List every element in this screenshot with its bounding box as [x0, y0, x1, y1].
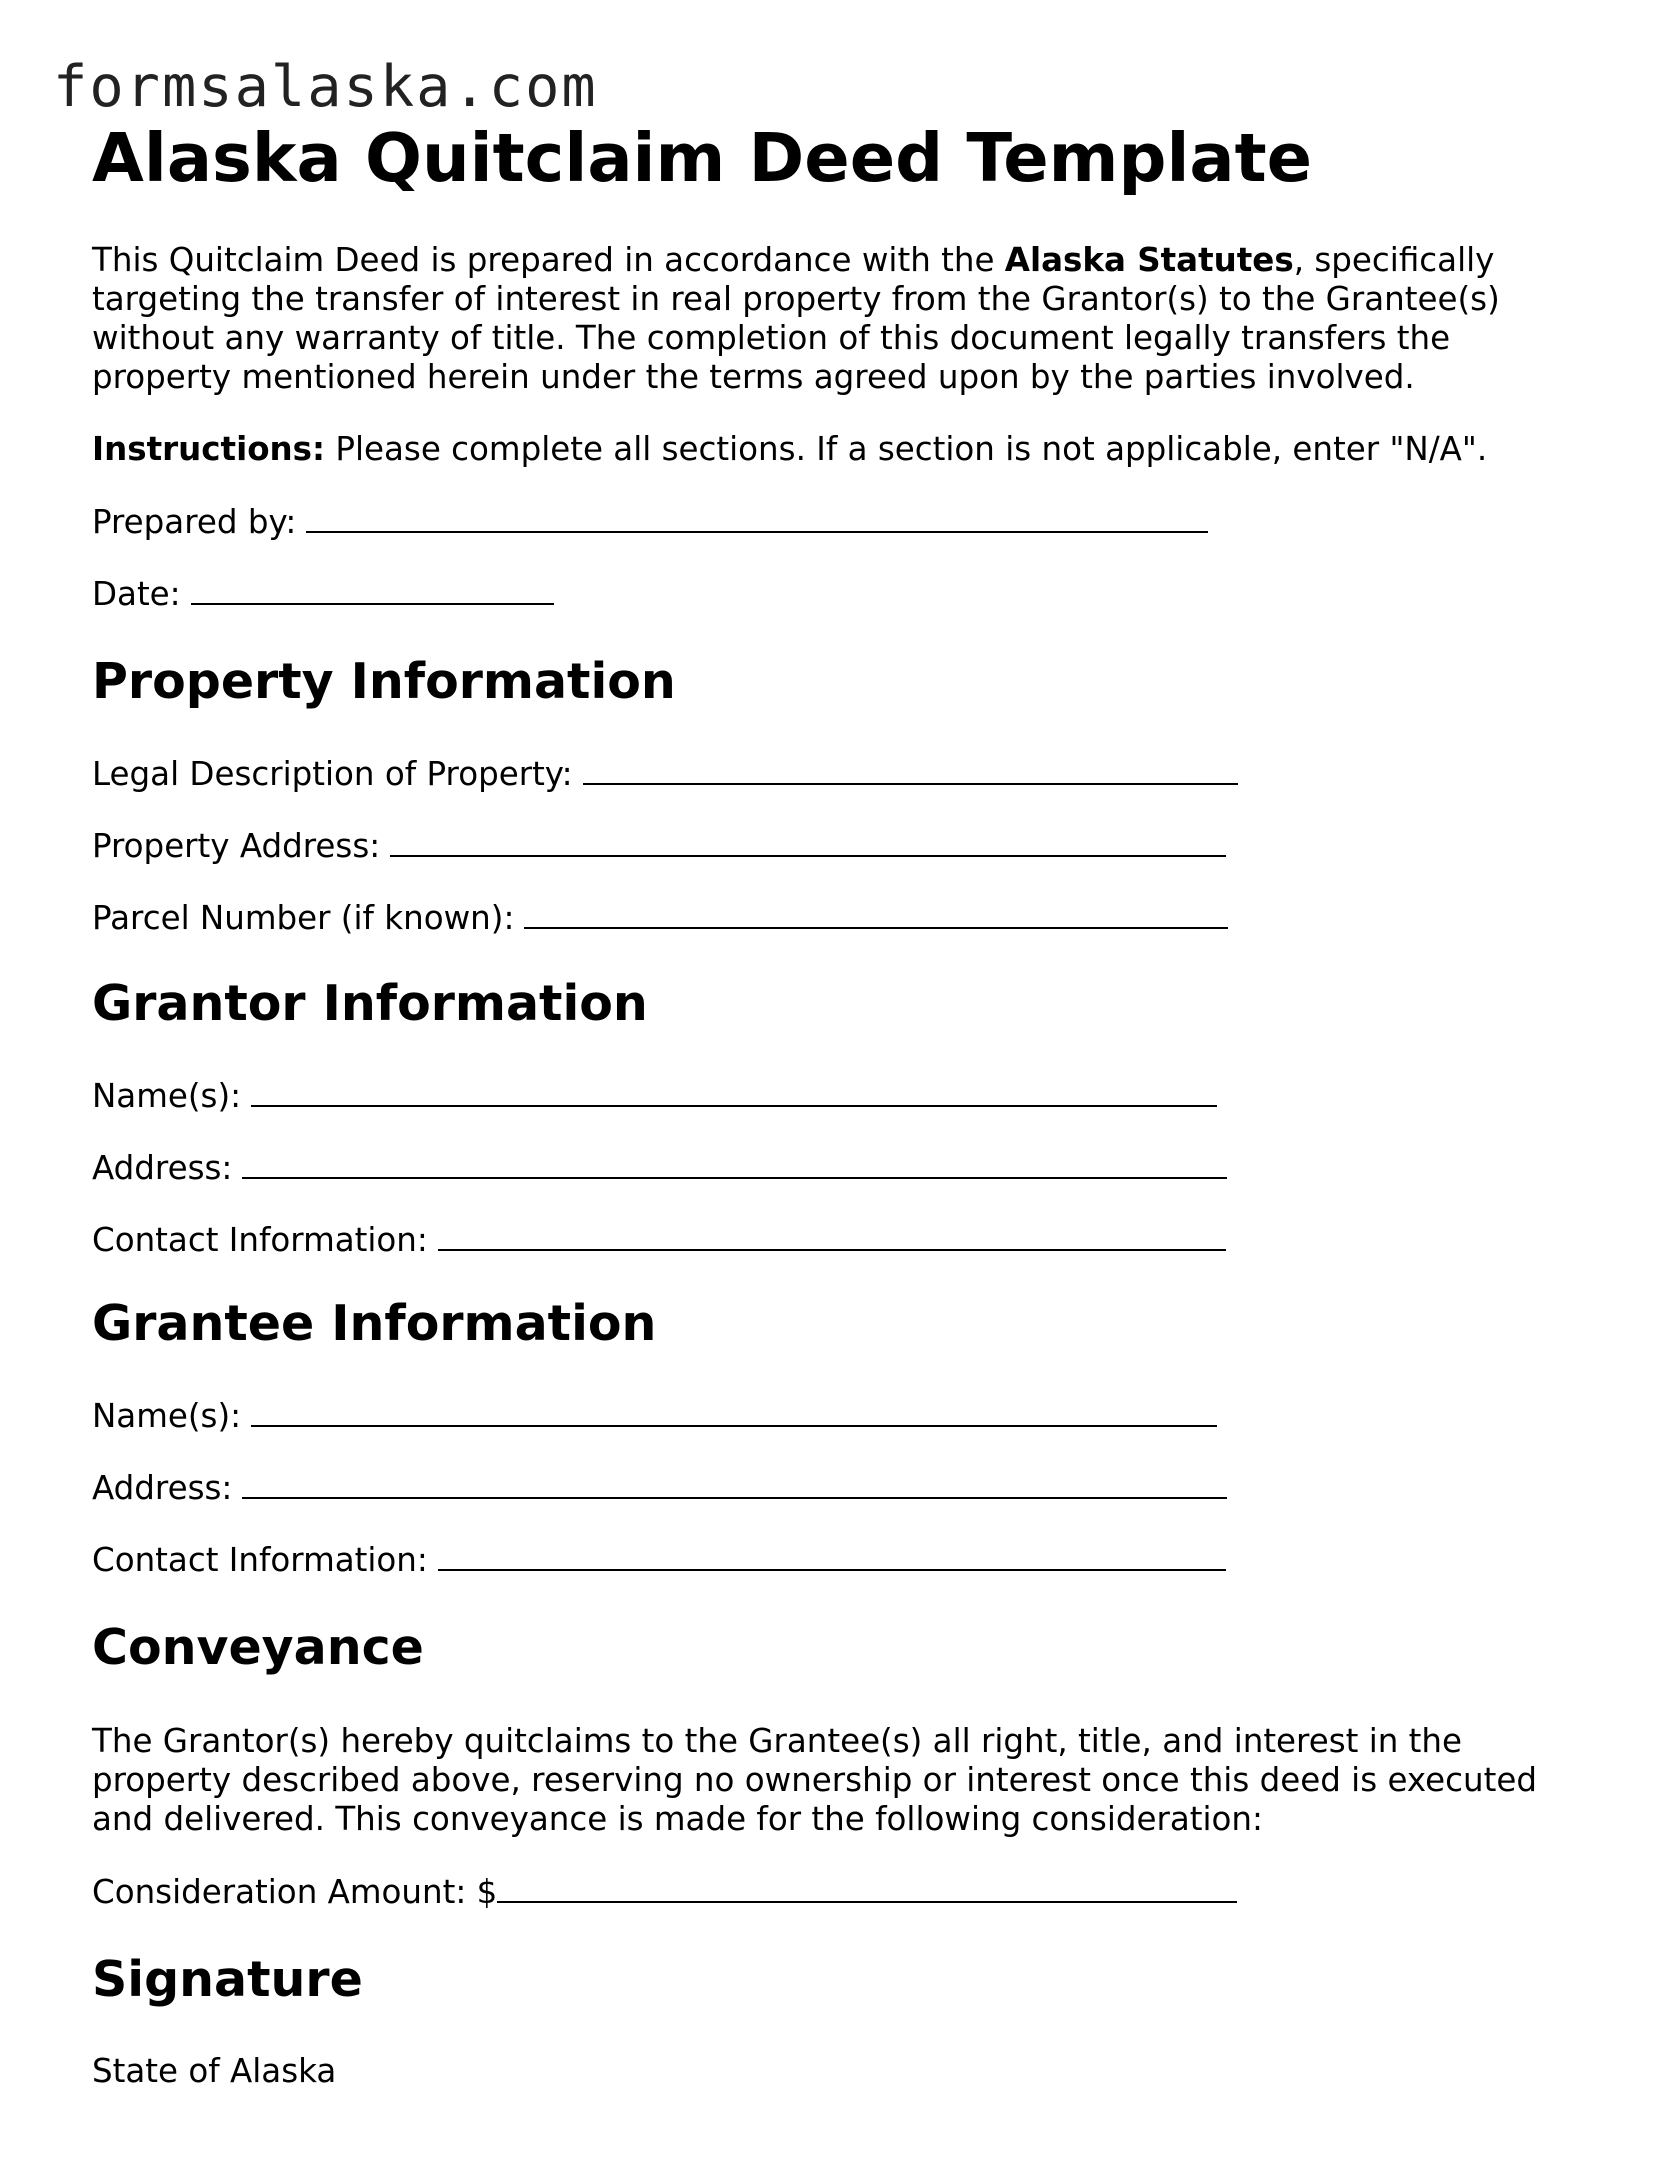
parcel-number-label: Parcel Number (if known):: [92, 899, 515, 937]
property-address-label: Property Address:: [92, 827, 381, 865]
grantor-address-field: [92, 1147, 1227, 1188]
grantor-names-field: [92, 1075, 1217, 1116]
grantee-address-input[interactable]: [242, 1467, 1227, 1499]
conveyance-line-1: The Grantor(s) hereby quitclaims to the Grantee(s) all right, title, and interest in the: [92, 1722, 1462, 1760]
prepared-by-input[interactable]: [306, 501, 1208, 533]
statute-reference: Alaska Statutes: [1004, 241, 1294, 279]
property-address-field: [92, 825, 1226, 866]
conveyance-heading: Conveyance: [92, 1619, 424, 1676]
consideration-amount-input[interactable]: [497, 1871, 1237, 1903]
grantee-heading: Grantee Information: [92, 1295, 657, 1352]
conveyance-line-2: property described above, reserving no ownership or interest once this deed is executed: [92, 1761, 1537, 1799]
grantee-names-field: [92, 1395, 1217, 1436]
legal-description-field: [92, 753, 1238, 794]
intro-line-3: without any warranty of title. The completion of this document legally transfers the: [92, 319, 1451, 357]
signature-heading: Signature: [92, 1951, 363, 2008]
grantor-contact-field: [92, 1219, 1226, 1260]
grantor-address-label: Address:: [92, 1149, 233, 1187]
date-label: Date:: [92, 575, 181, 613]
intro-line-2: targeting the transfer of interest in real property from the Grantor(s) to the Grantee(s): [92, 280, 1500, 318]
instructions-text: Please complete all sections. If a section is not applicable, enter "N/A".: [325, 430, 1488, 468]
grantee-contact-field: [92, 1539, 1226, 1580]
parcel-number-field: [92, 897, 1228, 938]
grantor-contact-label: Contact Information:: [92, 1221, 428, 1259]
grantor-names-label: Name(s):: [92, 1077, 242, 1115]
grantor-contact-input[interactable]: [438, 1219, 1226, 1251]
date-input[interactable]: [191, 573, 554, 605]
instructions: [92, 430, 1487, 469]
date-field: [92, 573, 554, 614]
intro-line-1: This Quitclaim Deed is prepared in accordance with the Alaska Statutes, specifically: [92, 241, 1495, 279]
page-title: Alaska Quitclaim Deed Template: [92, 119, 1313, 197]
consideration-amount-label: Consideration Amount: $: [92, 1873, 498, 1911]
grantee-names-label: Name(s):: [92, 1397, 242, 1435]
property-heading: Property Information: [92, 653, 676, 710]
prepared-by-label: Prepared by:: [92, 503, 297, 541]
grantee-names-input[interactable]: [251, 1395, 1217, 1427]
grantee-address-label: Address:: [92, 1469, 233, 1507]
property-address-input[interactable]: [390, 825, 1226, 857]
prepared-by-field: [92, 501, 1208, 542]
grantee-contact-label: Contact Information:: [92, 1541, 428, 1579]
grantee-address-field: [92, 1467, 1227, 1508]
grantee-contact-input[interactable]: [438, 1539, 1226, 1571]
parcel-number-input[interactable]: [524, 897, 1228, 929]
grantor-names-input[interactable]: [251, 1075, 1217, 1107]
grantor-address-input[interactable]: [242, 1147, 1227, 1179]
instructions-label: Instructions:: [92, 430, 326, 468]
watermark: formsalaska.com: [53, 54, 598, 120]
grantor-heading: Grantor Information: [92, 975, 648, 1032]
intro-line-4: property mentioned herein under the terms agreed upon by the parties involved.: [92, 358, 1415, 396]
legal-description-input[interactable]: [583, 753, 1238, 785]
consideration-amount-field: [92, 1871, 1237, 1912]
state-of-alaska: State of Alaska: [92, 2052, 337, 2090]
conveyance-line-3: and delivered. This conveyance is made for the following consideration:: [92, 1800, 1263, 1838]
legal-description-label: Legal Description of Property:: [92, 755, 573, 793]
